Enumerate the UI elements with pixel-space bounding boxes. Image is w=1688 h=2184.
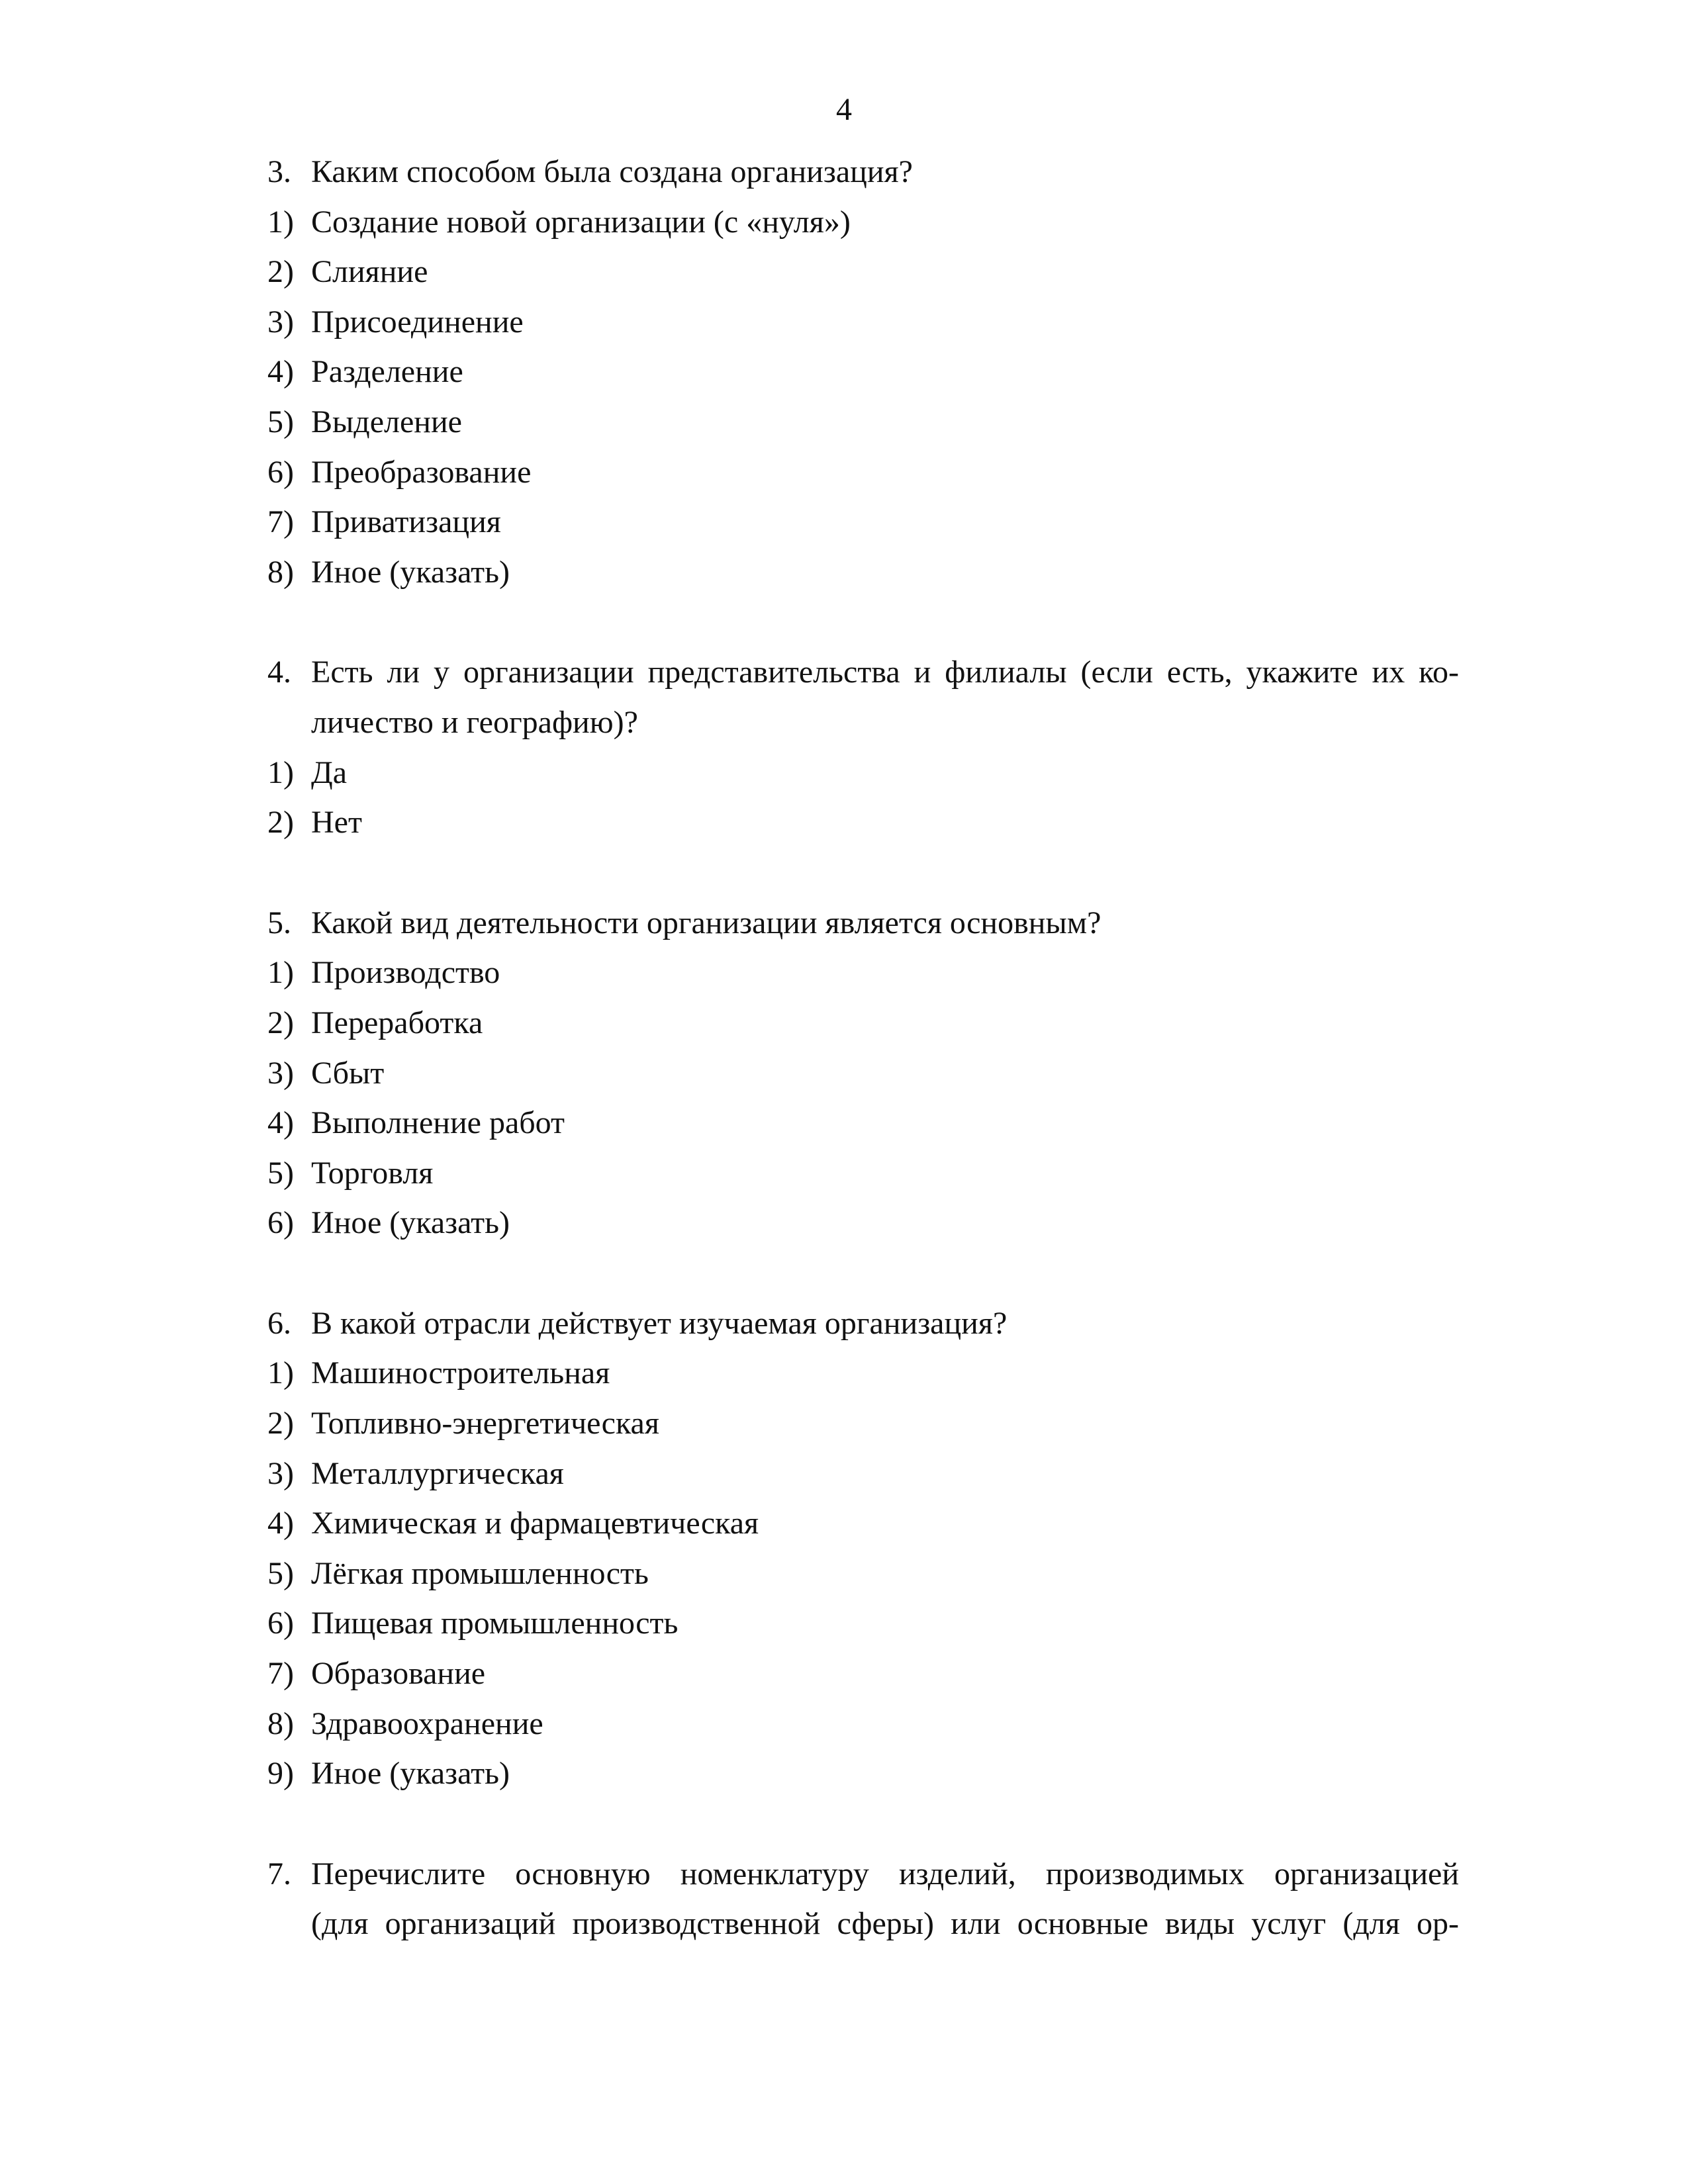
option-number: 5) [267, 1555, 294, 1591]
answer-option [267, 1598, 1459, 1649]
question-3 [267, 147, 1459, 597]
question-text-line-1: Есть ли у организации представительства и филиалы (если есть, укажите их ко- [311, 655, 1459, 690]
option-number: 2) [267, 1406, 294, 1441]
question-7 [267, 1849, 1459, 1949]
option-text: Переработка [311, 1005, 483, 1040]
option-number: 2) [267, 1005, 294, 1040]
option-text: Машиностроительная [311, 1355, 610, 1391]
option-text: Лёгкая промышленность [311, 1555, 649, 1591]
answer-option [267, 247, 1459, 297]
option-text: Торговля [311, 1155, 434, 1191]
question-number: 3. [267, 154, 291, 189]
question-text-continuation [267, 698, 1459, 748]
option-text: Выполнение работ [311, 1105, 565, 1141]
questionnaire [267, 147, 1459, 1949]
question-heading [267, 1849, 1459, 1899]
question-text: Каким способом была создана организация? [311, 154, 913, 189]
answer-option [267, 397, 1459, 447]
answer-option [267, 1749, 1459, 1799]
option-text: Топливно-энергетическая [311, 1406, 659, 1441]
answer-option [267, 297, 1459, 347]
answer-option [267, 1649, 1459, 1699]
question-number: 5. [267, 905, 291, 940]
question-number: 7. [267, 1856, 291, 1891]
answer-option [267, 547, 1459, 598]
option-number: 4) [267, 1506, 294, 1541]
question-text: Какой вид деятельности организации является основным? [311, 905, 1102, 940]
answer-option [267, 748, 1459, 798]
answer-option [267, 797, 1459, 848]
answer-option [267, 447, 1459, 498]
answer-option [267, 1048, 1459, 1099]
question-text-continuation [267, 1899, 1459, 1949]
answer-option [267, 197, 1459, 248]
option-number: 7) [267, 1656, 294, 1692]
answer-option [267, 1549, 1459, 1599]
answer-option [267, 1498, 1459, 1549]
question-4 [267, 647, 1459, 847]
option-text: Выделение [311, 404, 462, 439]
option-text: Преобразование [311, 454, 532, 490]
option-number: 8) [267, 1706, 294, 1741]
option-number: 6) [267, 1606, 294, 1641]
answer-option [267, 347, 1459, 397]
option-number: 1) [267, 204, 294, 240]
option-text: Присоединение [311, 304, 524, 340]
answer-option [267, 948, 1459, 998]
answer-option [267, 1098, 1459, 1148]
option-number: 4) [267, 354, 294, 390]
option-text: Нет [311, 805, 362, 841]
page-number: 4 [836, 92, 852, 127]
question-heading [267, 1298, 1459, 1349]
option-number: 3) [267, 304, 294, 340]
option-number: 6) [267, 1205, 294, 1241]
option-text: Разделение [311, 354, 463, 390]
option-number: 1) [267, 1355, 294, 1391]
answer-option [267, 1398, 1459, 1449]
option-text: Сбыт [311, 1055, 385, 1091]
option-text: Химическая и фармацевтическая [311, 1506, 759, 1541]
option-number: 8) [267, 554, 294, 590]
answer-option [267, 1449, 1459, 1499]
question-heading [267, 898, 1459, 948]
option-number: 7) [267, 504, 294, 540]
answer-option [267, 1699, 1459, 1749]
option-text: Пищевая промышленность [311, 1606, 679, 1641]
option-number: 2) [267, 254, 294, 290]
option-number: 2) [267, 805, 294, 841]
option-text: Иное (указать) [311, 554, 510, 590]
option-text: Да [311, 754, 348, 790]
option-text: Образование [311, 1656, 486, 1692]
option-number: 6) [267, 454, 294, 490]
option-text: Производство [311, 955, 500, 991]
option-text: Металлургическая [311, 1455, 564, 1491]
option-text: Слияние [311, 254, 428, 290]
option-text: Создание новой организации (с «нуля») [311, 204, 851, 240]
question-5 [267, 898, 1459, 1248]
option-text: Здравоохранение [311, 1706, 543, 1741]
answer-option [267, 497, 1459, 547]
option-number: 1) [267, 955, 294, 991]
question-heading [267, 147, 1459, 197]
option-text: Иное (указать) [311, 1205, 510, 1241]
question-text: В какой отрасли действует изучаемая организация? [311, 1305, 1008, 1341]
answer-option [267, 1148, 1459, 1199]
question-6 [267, 1298, 1459, 1799]
option-number: 5) [267, 404, 294, 439]
question-text-line-1: Перечислите основную номенклатуру изделий, производимых организацией [311, 1856, 1459, 1891]
option-number: 3) [267, 1455, 294, 1491]
option-number: 1) [267, 754, 294, 790]
option-number: 5) [267, 1155, 294, 1191]
option-text: Иное (указать) [311, 1756, 510, 1792]
question-text-line-2: личество и географию)? [311, 704, 638, 740]
question-heading [267, 647, 1459, 698]
question-number: 6. [267, 1305, 291, 1341]
option-number: 4) [267, 1105, 294, 1141]
answer-option [267, 998, 1459, 1048]
question-text-line-2: (для организаций производственной сферы) или основные виды услуг (для ор- [311, 1906, 1459, 1942]
option-number: 9) [267, 1756, 294, 1792]
answer-option [267, 1198, 1459, 1248]
option-text: Приватизация [311, 504, 501, 540]
answer-option [267, 1348, 1459, 1398]
option-number: 3) [267, 1055, 294, 1091]
question-number: 4. [267, 655, 291, 690]
